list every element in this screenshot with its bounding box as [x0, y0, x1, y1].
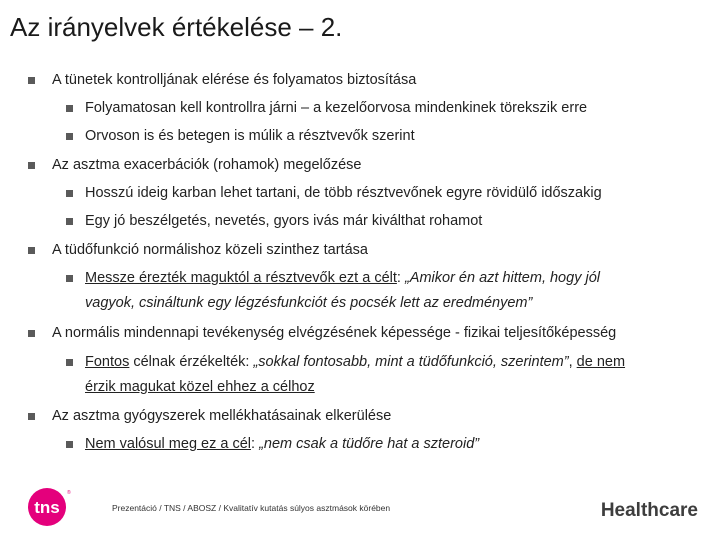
- bullet-square-icon: [28, 413, 35, 420]
- colon-text: :: [251, 436, 260, 452]
- bullet-square-icon: [66, 275, 73, 282]
- underlined-text: de nem: [576, 354, 626, 370]
- bullet-square-icon: [28, 77, 35, 84]
- quote-text: „Amikor én azt hittem, hogy jól: [404, 270, 600, 286]
- plain-text: ,: [568, 354, 577, 370]
- section-heading: Az asztma gyógyszerek mellékhatásainak elkerülése: [52, 408, 392, 424]
- tns-logo-text: tns: [34, 498, 60, 517]
- underlined-text: Fontos: [85, 354, 130, 370]
- underlined-text: Messze érezték maguktól a résztvevők ezt a célt: [85, 270, 397, 286]
- bullet-square-icon: [28, 247, 35, 254]
- trademark-icon: ®: [67, 490, 71, 496]
- bullet-square-icon: [66, 218, 73, 225]
- list-item: Egy jó beszélgetés, nevetés, gyors ivás már kiválthat rohamot: [85, 213, 483, 229]
- quote-continuation: vagyok, csináltunk egy légzésfunkciót és pocsék lett az eredményem”: [85, 295, 533, 311]
- colon-text: :: [396, 270, 405, 286]
- bullet-square-icon: [28, 162, 35, 169]
- list-item: [85, 353, 625, 371]
- list-item: [85, 269, 600, 287]
- page-title: Az irányelvek értékelése – 2.: [10, 12, 343, 42]
- list-item: Orvoson is és betegen is múlik a résztvevők szerint: [85, 128, 415, 144]
- bullet-square-icon: [66, 133, 73, 140]
- bullet-square-icon: [66, 190, 73, 197]
- bullet-square-icon: [66, 441, 73, 448]
- plain-text: célnak érzékelték:: [129, 354, 254, 370]
- footer-text: Prezentáció / TNS / ABOSZ / Kvalitatív kutatás súlyos asztmások körében: [112, 503, 391, 513]
- underlined-text: Nem valósul meg ez a cél: [85, 436, 252, 452]
- quote-text: „sokkal fontosabb, mint a tüdőfunkció, szerintem”: [253, 354, 569, 370]
- section-heading: A tüdőfunkció normálishoz közeli szinthez tartása: [52, 242, 368, 258]
- bullet-square-icon: [66, 359, 73, 366]
- bullet-square-icon: [66, 105, 73, 112]
- list-item: [85, 435, 479, 453]
- section-heading: A tünetek kontrolljának elérése és folyamatos biztosítása: [52, 72, 417, 88]
- brand-label: Healthcare: [600, 500, 698, 521]
- tns-logo: [26, 486, 74, 528]
- section-heading: A normális mindennapi tevékenység elvégzésének képessége - fizikai teljesítőképesség: [52, 325, 617, 341]
- list-item: Folyamatosan kell kontrollra járni – a kezelőorvosa mindenkinek törekszik erre: [85, 100, 588, 116]
- section-heading: Az asztma exacerbációk (rohamok) megelőzése: [52, 157, 362, 173]
- list-item: Hosszú ideig karban lehet tartani, de több résztvevőnek egyre rövidülő időszakig: [85, 185, 602, 201]
- list-item-continuation: érzik magukat közel ehhez a célhoz: [85, 379, 315, 395]
- bullet-square-icon: [28, 330, 35, 337]
- quote-text: „nem csak a tüdőre hat a szteroid”: [259, 436, 480, 452]
